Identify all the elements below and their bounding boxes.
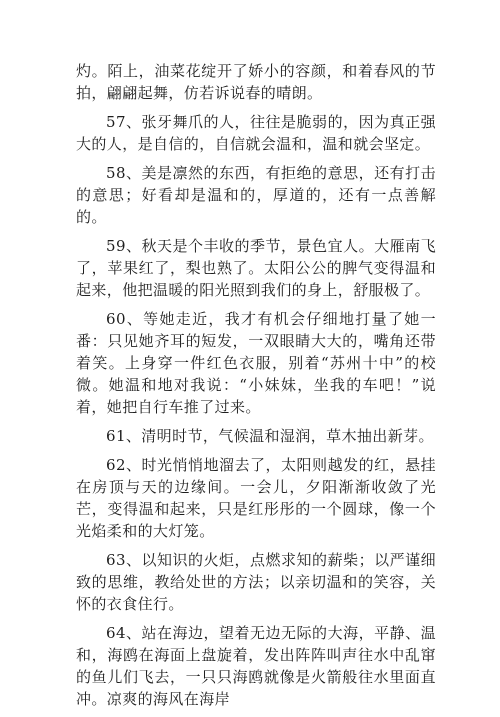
paragraph-64: 64、站在海边，望着无边无际的大海，平静、温和，海鸥在海面上盘旋着，发出阵阵叫声往水中乱窜的鱼儿们飞去，一只只海鸥就像是火箭般往水里面直冲。凉爽的海风在海岸 [76,624,436,708]
paragraph-63: 63、以知识的火炬，点燃求知的薪柴；以严谨细致的思维，教给处世的方法；以亲切温和的笑容，关怀的衣食住行。 [76,551,436,613]
paragraph-61: 61、清明时节，气候温和湿润，草木抽出新芽。 [106,427,434,445]
paragraph-60: 60、等她走近，我才有机会仔细地打量了她一番：只见她齐耳的短发，一双眼睛大大的，嘴角还带着笑。上身穿一件红色衣服，别着“苏州十中”的校微。她温和地对我说：“小妹妹，坐我的车吧！”说着，她把自行车推了过来。 [76,310,436,416]
paragraph-continued: 灼。陌上，油菜花绽开了娇小的容颜，和着春风的节拍，翩翩起舞，仿若诉说春的晴朗。 [76,62,436,102]
paragraph-57: 57、张牙舞爪的人，往往是脆弱的，因为真正强大的人，是自信的，自信就会温和，温和就会坚定。 [76,113,436,153]
document-body [76,60,436,717]
paragraph-59: 59、秋天是个丰收的季节，景色宜人。大雁南飞了，苹果红了，梨也熟了。太阳公公的脾气变得温和起来，他把温暖的阳光照到我们的身上，舒服极了。 [76,237,436,299]
paragraph-62: 62、时光悄悄地溜去了，太阳则越发的红，悬挂在房顶与天的边缘间。一会儿，夕阳渐渐收敛了光芒，变得温和起来，只是红彤彤的一个圆球，像一个光焰柔和的大灯笼。 [76,456,436,540]
paragraph-58: 58、美是凛然的东西，有拒绝的意思，还有打击的意思；好看却是温和的，厚道的，还有一点善解的。 [76,164,436,226]
